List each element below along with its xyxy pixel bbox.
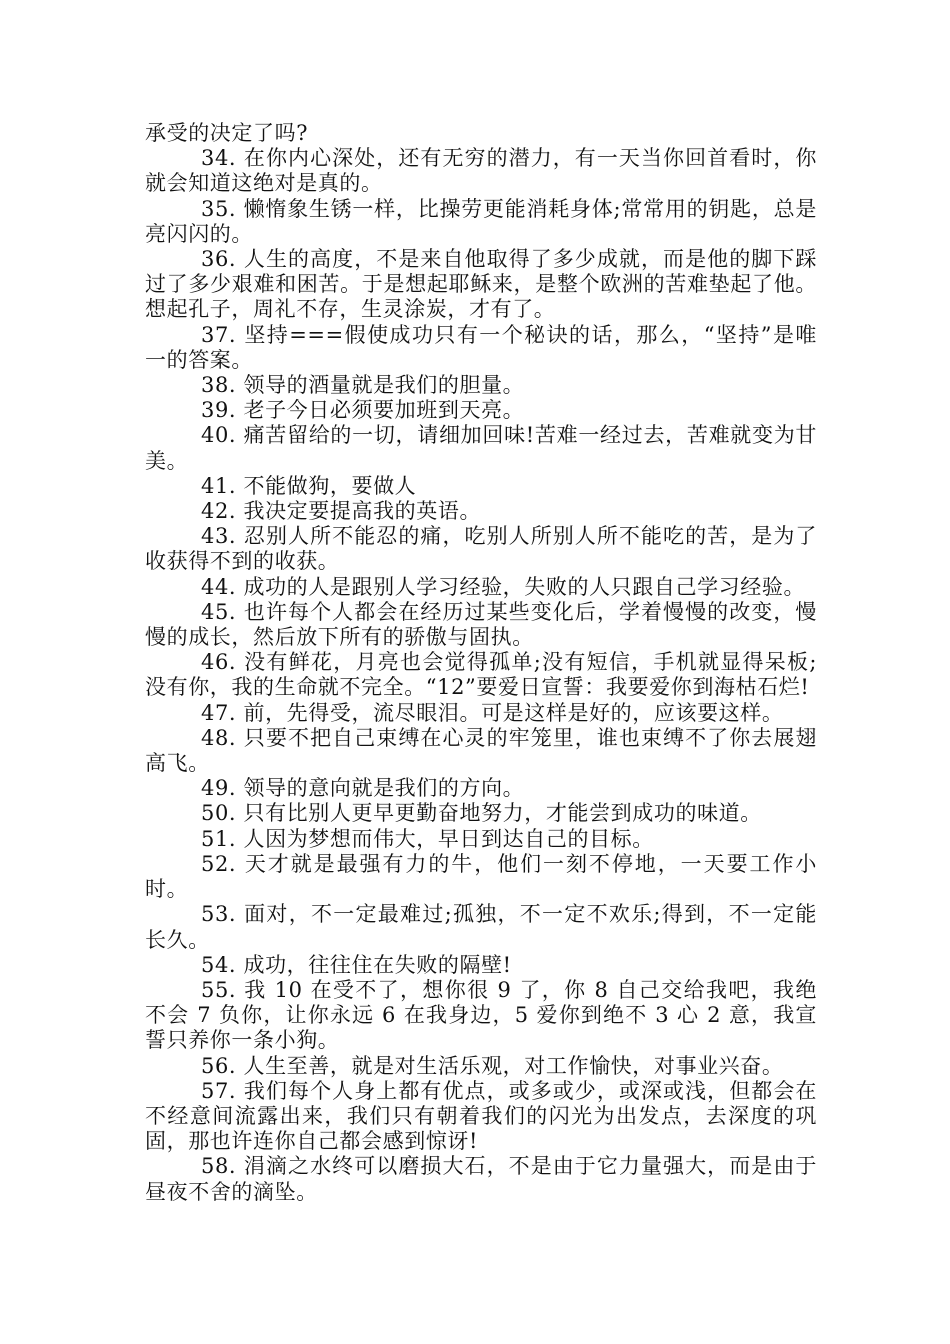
paragraph-38: 38. 领导的酒量就是我们的胆量。 (201, 373, 525, 398)
paragraph-35: 35. 懒惰象生锈一样，比操劳更能消耗身体;常常用的钥匙，总是亮闪闪的。 (145, 196, 817, 246)
paragraph-50: 50. 只有比别人更早更勤奋地努力，才能尝到成功的味道。 (201, 801, 762, 826)
paragraph-57: 57. 我们每个人身上都有优点，或多或少，或深或浅，但都会在不经意间流露出来，我们只有朝着我们的闪光为出发点，去深度的巩固，那也许连你自己都会感到惊讶! (145, 1078, 817, 1154)
paragraph-continuation: 承受的决定了吗? (145, 121, 309, 145)
paragraph-52: 52. 天才就是最强有力的牛，他们一刻不停地，一天要工作小时。 (145, 851, 817, 902)
paragraph-34: 34. 在你内心深处，还有无穷的潜力，有一天当你回首看时，你就会知道这绝对是真的。 (145, 146, 817, 196)
paragraph-47: 47. 前，先得受，流尽眼泪。可是这样是好的，应该要这样。 (201, 700, 784, 725)
paragraph-58: 58. 涓滴之水终可以磨损大石，不是由于它力量强大，而是由于昼夜不舍的滴坠。 (145, 1154, 817, 1204)
paragraph-54: 54. 成功，往往住在失败的隔壁! (201, 952, 512, 977)
paragraph-44: 44. 成功的人是跟别人学习经验，失败的人只跟自己学习经验。 (201, 574, 806, 599)
paragraph-37: 37. 坚持===假使成功只有一个秘诀的话，那么，“坚持”是唯一的答案。 (145, 322, 817, 372)
paragraph-42: 42. 我决定要提高我的英语。 (201, 499, 482, 524)
paragraph-39: 39. 老子今日必须要加班到天亮。 (201, 398, 525, 423)
body-text (145, 121, 817, 1205)
paragraph-49: 49. 领导的意向就是我们的方向。 (201, 776, 525, 801)
paragraph-41: 41. 不能做狗，要做人 (201, 473, 417, 498)
paragraph-55: 55. 我 10 在受不了，想你很 9 了，你 8 自己交给我吧，我绝不会 7 负你，让你永远 6 在我身边，5 爱你到绝不 3 心 2 意，我宣誓只养你一条小狗。 (145, 977, 817, 1053)
paragraph-56: 56. 人生至善，就是对生活乐观，对工作愉快，对事业兴奋。 (201, 1053, 784, 1078)
paragraph-53: 53. 面对，不一定最难过;孤独，不一定不欢乐;得到，不一定能长久。 (145, 902, 817, 952)
paragraph-45: 45. 也许每个人都会在经历过某些变化后，学着慢慢的改变，慢慢的成长，然后放下所有的骄傲与固执。 (145, 599, 817, 650)
paragraph-48: 48. 只要不把自己束缚在心灵的牢笼里，谁也束缚不了你去展翅高飞。 (145, 725, 817, 776)
paragraph-46: 46. 没有鲜花，月亮也会觉得孤单;没有短信，手机就显得呆板;没有你，我的生命就不完全。“12”要爱日宣誓：我要爱你到海枯石烂! (145, 650, 817, 700)
paragraph-40: 40. 痛苦留给的一切，请细加回味!苦难一经过去，苦难就变为甘美。 (145, 423, 817, 473)
paragraph-43: 43. 忍别人所不能忍的痛，吃别人所别人所不能吃的苦，是为了收获得不到的收获。 (145, 524, 817, 574)
paragraph-36: 36. 人生的高度，不是来自他取得了多少成就，而是他的脚下踩过了多少艰难和困苦。于是想起耶稣来，是整个欧洲的苦难垫起了他。想起孔子，周礼不存，生灵涂炭，才有了。 (145, 247, 817, 322)
paragraph-51: 51. 人因为梦想而伟大，早日到达自己的目标。 (201, 826, 654, 851)
